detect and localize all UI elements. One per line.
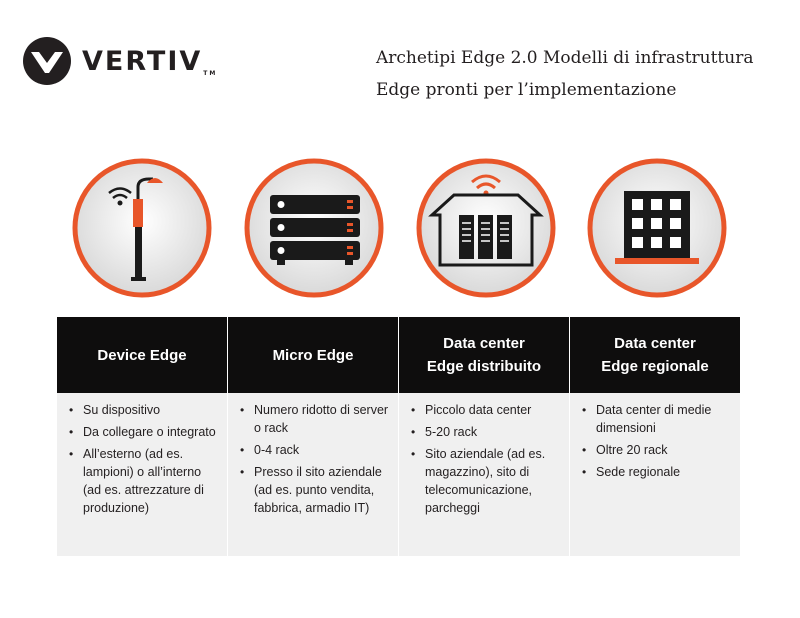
device-edge-circle [71, 157, 213, 299]
column-body [570, 393, 740, 556]
column-title-line: Data center [443, 335, 525, 352]
column-title [570, 317, 740, 393]
brand-name: VERTIVTM [82, 45, 218, 77]
column-title [399, 317, 569, 393]
column-body [399, 393, 569, 556]
list-item: • Sede regionale [582, 463, 732, 481]
street-lamp-wifi-icon [71, 157, 213, 299]
list-item: • Oltre 20 rack [582, 441, 732, 459]
list-item: • All’esterno (ad es. lampioni) o all’interno (ad es. attrezzature di produzione) [69, 445, 219, 517]
column-body [228, 393, 398, 556]
list-item: • Piccolo data center [411, 401, 561, 419]
list-item: • Data center di medie dimensioni [582, 401, 732, 437]
vertiv-logo [22, 36, 217, 86]
data-center-house-icon [415, 157, 557, 299]
column-title [228, 317, 398, 393]
column-title [57, 317, 227, 393]
page-title [376, 42, 786, 106]
archetype-columns [57, 317, 740, 556]
column-body [57, 393, 227, 556]
column-data-center-edge-distribuito [398, 317, 569, 556]
data-center-edge-regionale-circle [586, 157, 728, 299]
micro-edge-circle [243, 157, 385, 299]
column-title-line: Edge regionale [601, 358, 709, 375]
title-line-1: Archetipi Edge 2.0 Modelli di infrastruttura [376, 48, 754, 68]
building-icon [586, 157, 728, 299]
column-title-line: Device Edge [97, 346, 187, 364]
column-title-line: Micro Edge [272, 346, 354, 364]
list-item: • Sito aziendale (ad es. magazzino), sito di telecomunicazione, parcheggi [411, 445, 561, 517]
title-line-2: Edge pronti per l’implementazione [376, 80, 677, 100]
list-item: • Numero ridotto di server o rack [240, 401, 390, 437]
list-item: • 0-4 rack [240, 441, 390, 459]
column-title-line: Edge distribuito [426, 358, 542, 375]
vertiv-logo-icon [22, 36, 72, 86]
column-device-edge [57, 317, 227, 556]
list-item: • Presso il sito aziendale (ad es. punto vendita, fabbrica, armadio IT) [240, 463, 390, 517]
data-center-edge-distribuito-circle [415, 157, 557, 299]
trademark: TM [203, 69, 218, 77]
list-item: • Su dispositivo [69, 401, 219, 419]
column-micro-edge [227, 317, 398, 556]
list-item: • 5-20 rack [411, 423, 561, 441]
column-data-center-edge-regionale [569, 317, 740, 556]
server-rack-icon [243, 157, 385, 299]
list-item: • Da collegare o integrato [69, 423, 219, 441]
column-title-line: Data center [614, 335, 696, 352]
